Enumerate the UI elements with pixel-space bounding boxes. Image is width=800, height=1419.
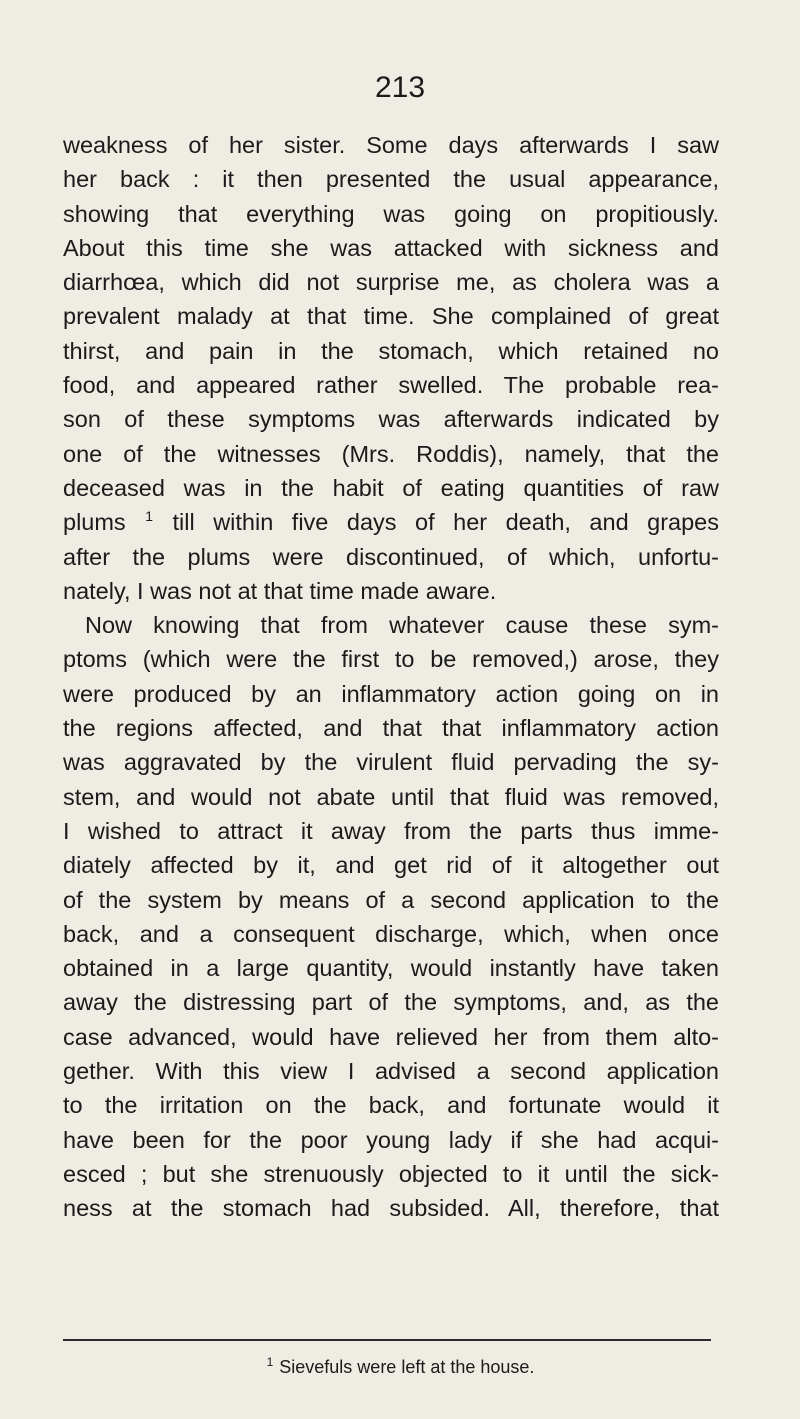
text-line: stem, and would not abate until that fluid was removed, [63,783,719,810]
text-line: have been for the poor young lady if she had acqui- [63,1126,719,1153]
text-line: esced ; but she strenuously objected to it until the sick- [63,1160,719,1187]
text-line: back, and a consequent discharge, which, when once [63,920,719,947]
text-line: case advanced, would have relieved her from them alto- [63,1023,719,1050]
text-line: weakness of her sister. Some days afterwards I saw [63,132,719,158]
text-line: diarrhœa, which did not surprise me, as cholera was a [63,269,719,296]
text-line: obtained in a large quantity, would instantly have taken [63,955,719,982]
text-line: to the irritation on the back, and fortunate would it [63,1092,719,1119]
text-line: thirst, and pain in the stomach, which retained no [63,337,719,364]
text-line: away the distressing part of the symptoms, and, as the [63,989,719,1016]
footnote-reference-mark: 1 [145,508,153,525]
text-line: her back : it then presented the usual appearance, [63,166,719,193]
text-line: About this time she was attacked with sickness and [63,234,719,261]
text-line: gether. With this view I advised a second application [63,1058,719,1085]
text-line: were produced by an inflammatory action going on in [63,680,719,707]
body-text [63,128,719,1226]
text-line: of the system by means of a second application to the [63,886,719,913]
text-line: was aggravated by the virulent fluid pervading the sy- [63,749,719,776]
text-line: showing that everything was going on propitiously. [63,200,719,227]
text-line: deceased was in the habit of eating quantities of raw [63,474,719,501]
footnote-marker: 1 [266,1355,274,1369]
text-line: Now knowing that from whatever cause these sym- [85,612,719,639]
text-line: food, and appeared rather swelled. The probable rea- [63,372,719,399]
text-line: I wished to attract it away from the parts thus imme- [63,817,719,844]
page-number: 213 [374,71,426,104]
text-line: ness at the stomach had subsided. All, therefore, that [63,1195,719,1222]
text-line: ptoms (which were the first to be removed,) arose, they [63,646,719,673]
footnote-text: Sievefuls were left at the house. [279,1357,535,1377]
text-line: after the plums were discontinued, of which, unfortu- [63,543,719,570]
footnote-divider [63,1339,711,1341]
text-line-with-footnote [63,505,719,539]
text-fragment: till within five days of her death, and grapes [172,509,720,536]
footnote [0,1356,800,1378]
text-line: son of these symptoms was afterwards indicated by [63,406,719,433]
text-line: one of the witnesses (Mrs. Roddis), namely, that the [63,440,719,467]
text-line: diately affected by it, and get rid of it altogether out [63,852,719,879]
text-line: the regions affected, and that that inflammatory action [63,715,719,742]
text-fragment: plums [63,509,126,536]
text-line: nately, I was not at that time made aware. [63,577,497,604]
text-line: prevalent malady at that time. She complained of great [63,303,719,330]
